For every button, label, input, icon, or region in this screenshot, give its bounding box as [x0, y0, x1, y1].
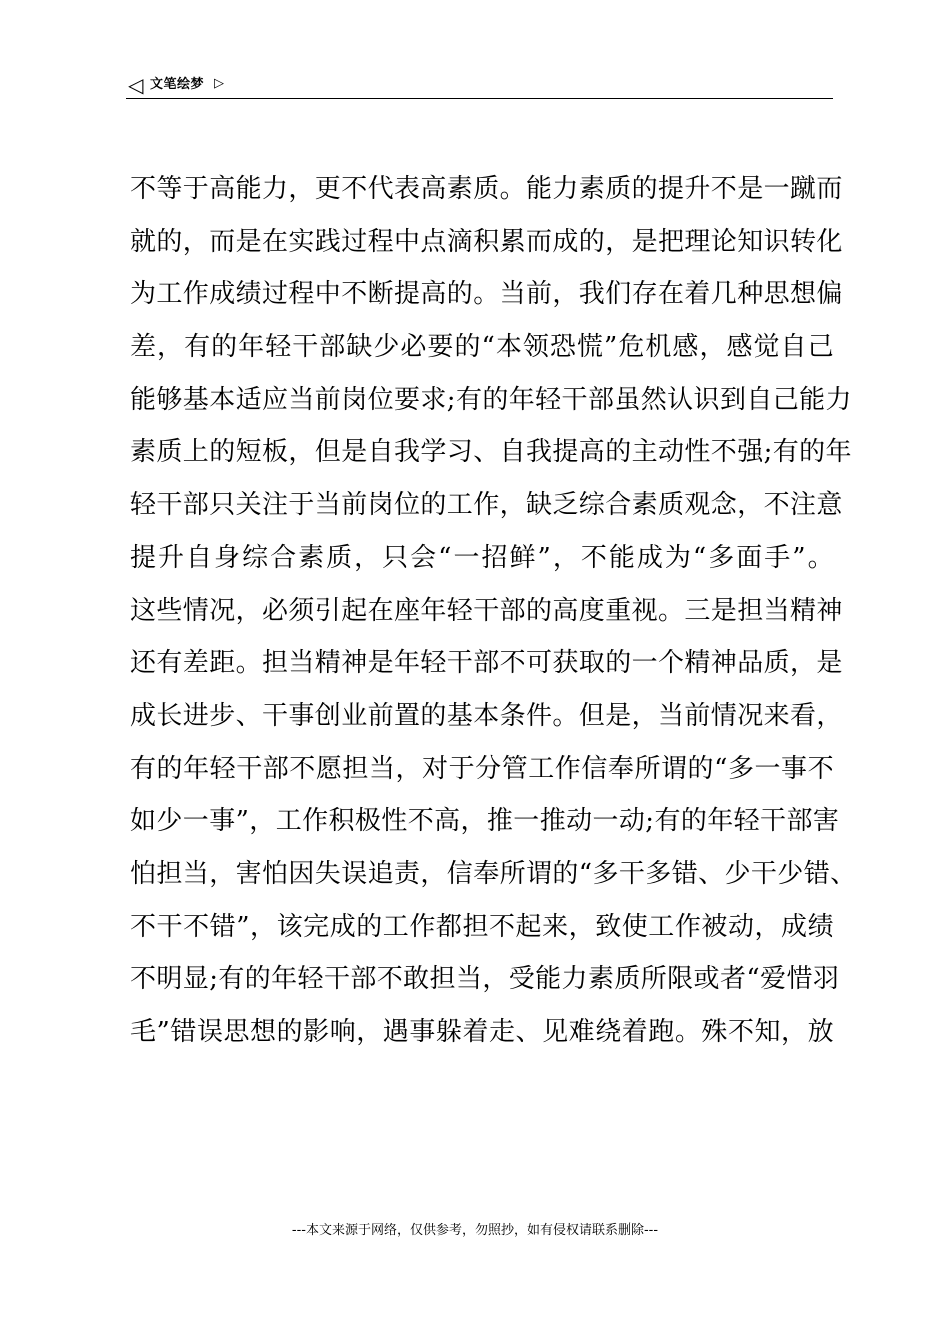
text-line: 差，有的年轻干部缺少必要的“本领恐慌”危机感，感觉自己	[130, 332, 834, 363]
page-footer: ---本文来源于网络，仅供参考，勿照抄，如有侵权请联系删除---	[291, 1223, 659, 1238]
text-line: 素质上的短板，但是自我学习、自我提高的主动性不强;有的年	[130, 437, 852, 468]
text-line: 能够基本适应当前岗位要求;有的年轻干部虽然认识到自己能力	[130, 384, 852, 415]
triangle-left-icon: ◁	[128, 73, 144, 97]
text-line: 还有差距。担当精神是年轻干部不可获取的一个精神品质，是	[130, 648, 843, 679]
text-line: 如少一事”，工作积极性不高，推一推动一动;有的年轻干部害	[130, 806, 840, 837]
body-text	[130, 163, 857, 1059]
text-line: 不明显;有的年轻干部不敢担当，受能力素质所限或者“爱惜羽	[130, 964, 840, 995]
text-line: 不干不错”，该完成的工作都担不起来，致使工作被动，成绩	[130, 911, 834, 942]
text-line: 怕担当，害怕因失误追责，信奉所谓的“多干多错、少干少错、	[130, 858, 857, 889]
text-line: 轻干部只关注于当前岗位的工作，缺乏综合素质观念，不注意	[130, 490, 843, 521]
text-line: 成长进步、干事创业前置的基本条件。但是，当前情况来看，	[130, 700, 843, 731]
text-line: 就的，而是在实践过程中点滴积累而成的，是把理论知识转化	[130, 226, 843, 257]
text-line: 这些情况，必须引起在座年轻干部的高度重视。三是担当精神	[130, 595, 843, 626]
text-line: 不等于高能力，更不代表高素质。能力素质的提升不是一蹴而	[130, 174, 843, 204]
page-header	[126, 74, 833, 99]
header-title: 文笔绘梦	[150, 77, 205, 92]
triangle-right-icon: ▷	[214, 76, 224, 91]
text-line: 提升自身综合素质，只会“一招鲜”，不能成为“多面手”。	[130, 542, 834, 573]
text-line: 为工作成绩过程中不断提高的。当前，我们存在着几种思想偏	[130, 279, 843, 310]
text-line: 有的年轻干部不愿担当，对于分管工作信奉所谓的“多一事不	[130, 753, 834, 784]
text-line: 毛”错误思想的影响，遇事躲着走、见难绕着跑。殊不知，放	[130, 1017, 834, 1047]
